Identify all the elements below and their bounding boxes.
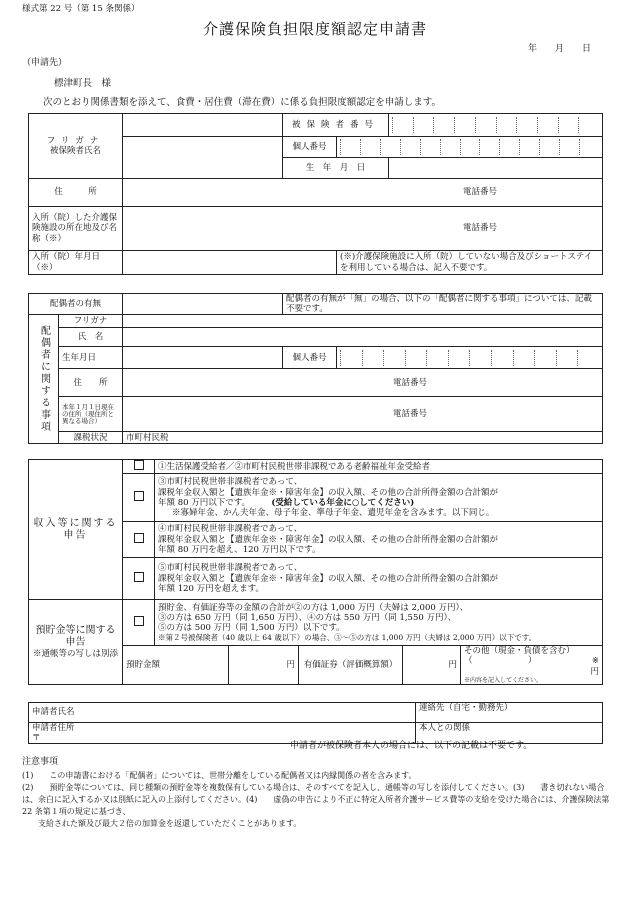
applicant-table	[28, 702, 603, 744]
personal-no-boxes[interactable]	[337, 137, 603, 158]
savings-label-note: ※通帳等の写しは別添	[32, 648, 118, 659]
opt1-checkbox[interactable]	[123, 460, 155, 474]
savings-line-1: 預貯金、有価証券等の金額の合計が②の方は 1,000 万円（夫婦は 2,000 万円）、	[158, 602, 469, 613]
note-2: (2) 預貯金等については、同じ種類の預貯金等を複数保有している場合は、そのすべてを記入し、通帳等の写しを添付してください。(3) 書き切れない場合は、余白に記入するか又は別紙に記入の上添付してください。(4) 虚偽の申告により不正に特定入所者介護サービス費等の支給を受けた場合には、介護保険法第 22 条第１項の規定に基づき、	[22, 783, 610, 816]
income-table	[28, 459, 603, 685]
spouse-table	[28, 293, 603, 444]
notes-title: 注意事項	[22, 757, 59, 767]
insured-name-label: 被保険者氏名	[49, 146, 101, 156]
spouse-jan-address-input[interactable]	[123, 397, 603, 432]
spouse-address-input[interactable]	[123, 369, 603, 397]
opt4-line-c: 年額 80 万円を超え、120 万円以下です。	[158, 544, 321, 555]
spouse-presence-label: 配偶者の有無	[29, 294, 123, 315]
furigana-input[interactable]	[123, 114, 283, 137]
other-label: その他（現金・負債を含む）	[464, 646, 575, 657]
savings-line-3: ⑤の方は 500 万円（同 1,500 万円）以下です。	[158, 623, 345, 634]
applicant-name-label[interactable]: 申請者氏名	[29, 703, 416, 723]
opt5-checkbox[interactable]	[123, 558, 155, 600]
facility-phone-label: 電話番号	[463, 223, 498, 234]
opt5-line-b: 課税年金収入額と【遺族年金※・障害年金】の収入額、その他の合計所得金額の合計額が	[158, 573, 499, 584]
form-number: 様式第 22 号（第 15 条関係）	[22, 4, 140, 14]
applicant-address-label: 申請者住所	[32, 723, 75, 733]
opt5-line-c: 年額 120 万円を超えます。	[158, 583, 264, 594]
spouse-phone2-label: 電話番号	[393, 409, 428, 420]
birth-label: 生 年 月 日	[283, 158, 389, 179]
spouse-personal-no-label: 個人番号	[283, 347, 337, 369]
note-3: 支給された額及び最大２倍の加算金を返還していただくことがあります。	[22, 819, 302, 828]
opt4-checkbox[interactable]	[123, 522, 155, 558]
spouse-furigana-input[interactable]	[123, 315, 603, 328]
bottom-note: 申請者が被保険者本人の場合には、以下の記載は不要です。	[290, 741, 533, 751]
spouse-furigana-label: フリガナ	[59, 315, 123, 328]
opt3-line-e: ※寡婦年金、かん夫年金、母子年金、準母子年金、遺児年金を含みます。以下同じ。	[172, 507, 495, 518]
spouse-name-input[interactable]	[123, 328, 603, 347]
spouse-personal-no-boxes[interactable]	[337, 347, 603, 369]
opt4-line-b: 課税年金収入額と【遺族年金※・障害年金】の収入額、その他の合計所得金額の合計額が	[158, 534, 499, 545]
opt5-cell	[155, 558, 603, 600]
entry-date-label: 入所（院）年月日（※）	[29, 251, 123, 275]
spouse-birth-label: 生年月日	[59, 347, 123, 369]
opt4-cell	[155, 522, 603, 558]
page-title: 介護保険負担限度額認定申請書	[202, 20, 427, 38]
mayor-addressee: 標津町長 様	[54, 78, 112, 89]
address-label: 住 所	[29, 179, 123, 207]
facility-label: 入所（院）した介護保険施設の所在地及び名称（※）	[29, 207, 123, 251]
insured-table	[28, 113, 603, 275]
intro-text: 次のとおり関係書類を添えて、食費・居住費（滞在費）に係る負担限度額認定を申請します。	[43, 97, 442, 108]
other-yen: 円	[590, 666, 600, 677]
savings-checkbox[interactable]	[123, 600, 155, 646]
other-cell[interactable]	[461, 646, 603, 685]
note-1: (1) この申請書における「配偶者」については、世帯分離をしている配偶者又は内縁関係の者を含みます。	[22, 771, 417, 780]
tax-status-label: 課税状況	[59, 432, 123, 444]
facility-input[interactable]	[123, 207, 603, 251]
other-paren-open: （	[464, 656, 473, 667]
insured-name-label-cell	[29, 114, 123, 179]
deposit-label: 預貯金額	[123, 646, 229, 685]
personal-no-label: 個人番号	[283, 137, 337, 158]
entry-date-input[interactable]	[123, 251, 337, 275]
savings-line-4: ※第２号被保険者（40 歳以上 64 歳以下）の場合、③～⑤の方は 1,000 万円（夫婦は 2,000 万円）以下です。	[158, 633, 537, 643]
savings-line-2: ③の方は 650 万円（同 1,650 万円）、④の方は 550 万円（同 1,550 万円）、	[158, 613, 457, 624]
postal-mark: 〒	[32, 733, 41, 744]
income-label: 収入等に関する申告	[29, 460, 123, 600]
entry-note: (※)介護保険施設に入所（院）していない場合及びショートステイを利用している場合は、記入不要です。	[337, 251, 603, 275]
spouse-jan-address-label: 本年１月１日現在の住所（現住所と異なる場合）	[59, 397, 123, 432]
savings-label-cell	[29, 600, 123, 685]
other-paren-close: ）	[527, 656, 537, 667]
relation-label[interactable]: 本人との関係	[416, 723, 603, 744]
opt3-cell	[155, 474, 603, 522]
deposit-input[interactable]	[229, 646, 299, 685]
birth-input[interactable]	[389, 158, 603, 179]
opt3-line-a: ③市町村民税世帯非課税者であって、	[158, 477, 303, 488]
securities-label: 有価証券（評価概算額）	[299, 646, 403, 685]
date-field[interactable]: 年 月 日	[528, 44, 592, 54]
opt4-line-a: ④市町村民税世帯非課税者であって、	[158, 524, 303, 535]
opt5-line-a: ⑤市町村民税世帯非課税者であって、	[158, 563, 303, 574]
insured-no-boxes[interactable]	[389, 114, 603, 137]
other-note: ※内容を記入してください。	[464, 676, 543, 684]
spouse-side-label: 配偶者に関する事項	[29, 315, 59, 444]
spouse-address-label: 住 所	[59, 369, 123, 397]
savings-label: 預貯金等に関する申告	[35, 624, 116, 648]
notes-body	[22, 770, 612, 830]
spouse-name-label: 氏 名	[59, 328, 123, 347]
savings-cell	[155, 600, 603, 646]
spouse-phone-label: 電話番号	[393, 377, 428, 388]
address-input[interactable]	[123, 179, 603, 207]
opt3-line-d: (受給している年金に○してください)	[271, 497, 415, 508]
opt3-line-c: 年額 80 万円以下です。	[158, 497, 246, 508]
spouse-presence-input[interactable]	[123, 294, 283, 315]
opt1-text: ①生活保護受給者／②市町村民税世帯非課税である老齢福祉年金受給者	[155, 460, 603, 474]
other-note-mark: ※	[591, 656, 600, 667]
furigana-label: フリガナ	[46, 135, 105, 146]
phone-label: 電話番号	[463, 187, 498, 198]
securities-yen: 円	[448, 659, 457, 670]
spouse-presence-note: 配偶者の有無が「無」の場合、以下の「配偶者に関する事項」については、記載不要です。	[283, 294, 603, 315]
tax-status-value: 市町村民税	[123, 432, 603, 444]
securities-input[interactable]	[403, 646, 461, 685]
insured-no-label: 被保険者番号	[283, 114, 389, 137]
spouse-birth-input[interactable]	[123, 347, 283, 369]
contact-label[interactable]: 連絡先（自宅・勤務先）	[416, 703, 603, 723]
opt3-line-b: 課税年金収入額と【遺族年金※・障害年金】の収入額、その他の合計所得金額の合計額が	[158, 487, 499, 498]
applicant-to-label: （申請先）	[22, 58, 68, 68]
opt3-checkbox[interactable]	[123, 474, 155, 522]
deposit-yen: 円	[286, 659, 295, 670]
insured-name-input[interactable]	[123, 137, 283, 179]
